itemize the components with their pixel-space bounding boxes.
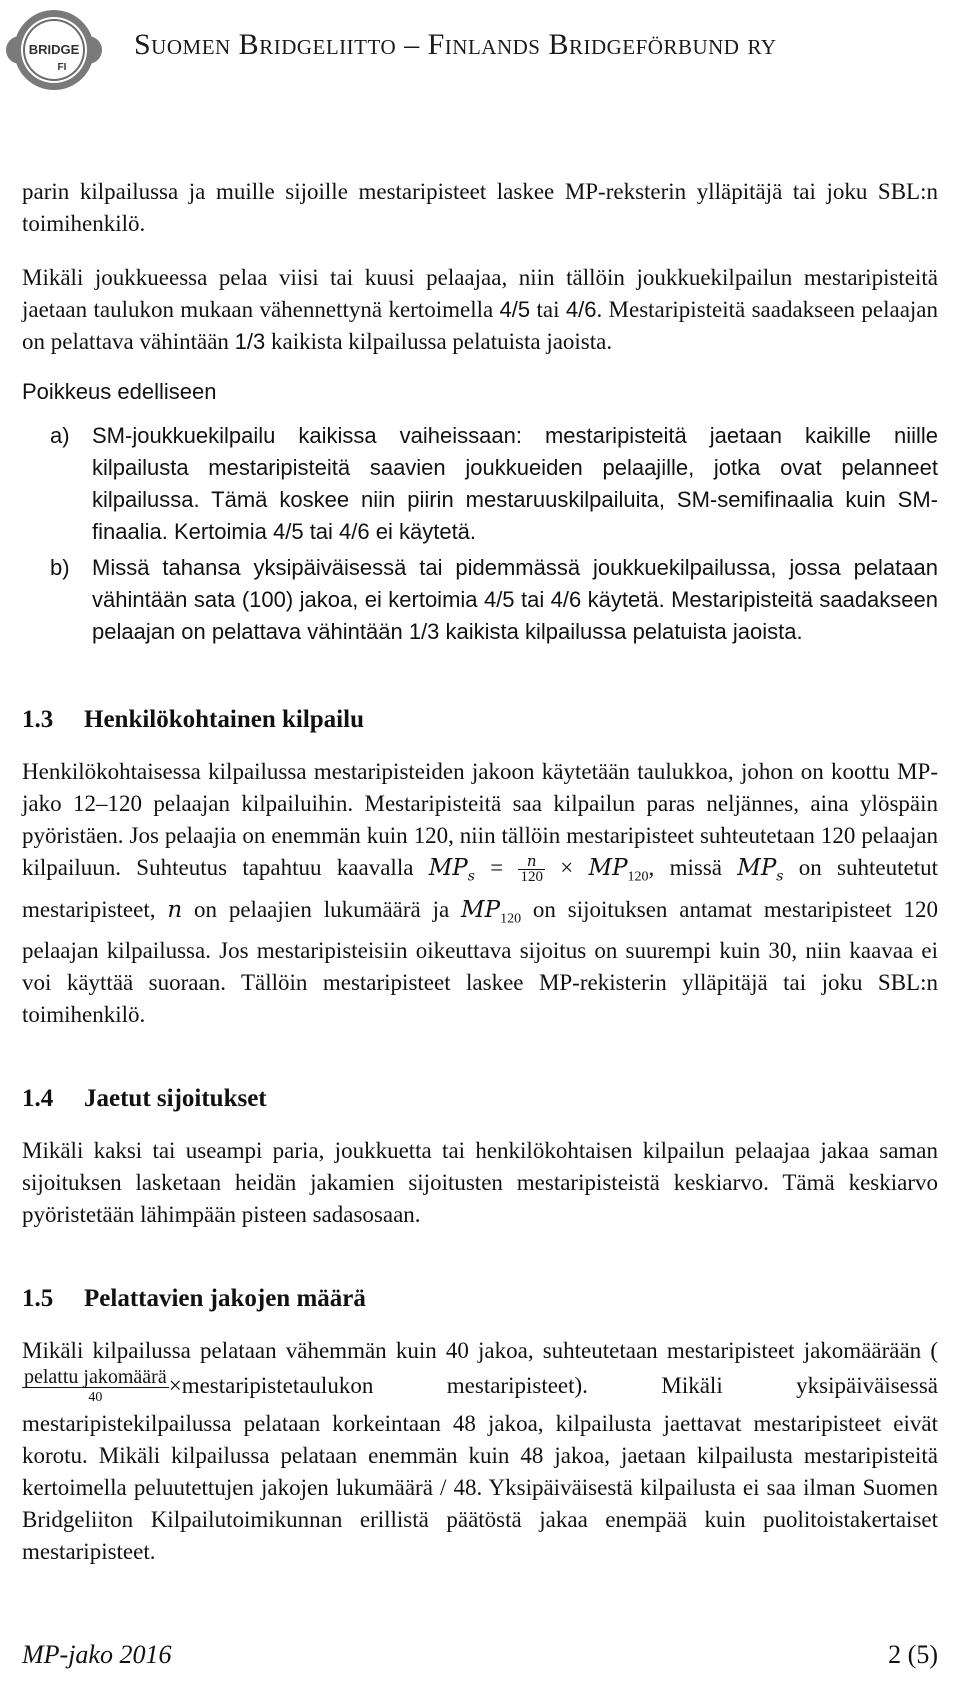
bridge-fi-logo <box>4 4 104 96</box>
section-heading: 1.3 Henkilökohtainen kilpailu <box>22 706 364 733</box>
document-body <box>22 176 938 1568</box>
fraction: $\frac{\text{pelattu jakomäärä}}{40}$ <box>24 1366 167 1406</box>
page-title: Suomen Bridgeliitto – Finlands Bridgeförbund ry <box>134 28 777 61</box>
paragraph: Mikäli kilpailussa pelataan vähemmän kuin 40 jakoa, suhteutetaan mestaripisteet jakomäärään ( $\frac{\text{pelattu jakomäärä}}{40}$ ×mestaripistetaulukon mestaripisteet). Mikäli yksipäiväisessä mestaripistekilpailussa pelataan korkeintaan 48 jakoa, kilpailusta jaettavat mestaripisteet eivät korotu. Mikäli kilpailussa pelataan enemmän kuin 48 jakoa, jaetaan kilpailusta mestaripisteitä kertoimella peluutettujen jakojen lukumäärä / 48. Yksipäiväisestä kilpailusta ei saa ilman Suomen Bridgeliiton Kilpailutoimikunnan erillistä päätöstä jakaa enempää kuin puolitoistakertaiset mestaripisteet. <box>22 1338 938 1565</box>
document-name: MP-jako 2016 <box>22 1640 172 1669</box>
paragraph: Mikäli joukkueessa pelaa viisi tai kuusi pelaajaa, niin tällöin joukkuekilpailun mestaripisteitä jaetaan taulukon mukaan vähennettynä kertoimella 4/5 tai 4/6. Mestaripisteitä saadakseen pelaajan on pelattava vähintään 1/3 kaikista kilpailussa pelatuista jaoista. <box>22 265 938 354</box>
paragraph: parin kilpailussa ja muille sijoille mestaripisteet laskee MP-reksterin ylläpitäjä tai joku SBL:n toimihenkilö. <box>22 179 938 236</box>
svg-text:BRIDGE: BRIDGE <box>28 42 80 57</box>
page-header <box>0 0 960 100</box>
page-number: 2 (5) <box>888 1640 938 1669</box>
paragraph: Mikäli kaksi tai useampi paria, joukkuetta tai henkilökohtaisen kilpailun pelaajaa jakaa saman sijoituksen lasketaan heidän jakamien sijoitusten mestaripisteistä keskiarvo. Tämä keskiarvo pyöristetään lähimpään pisteen sadasosaan. <box>22 1138 938 1228</box>
exception-heading: Poikkeus edelliseen <box>22 379 217 404</box>
section-heading: 1.4 Jaetut sijoitukset <box>22 1085 267 1113</box>
list-item: a) SM-joukkuekilpailu kaikissa vaiheissaan: mestaripisteitä jaetaan kaikille niille kilpailusta mestaripisteitä saavien joukkueiden pelaajille, jotka ovat pelanneet kilpailussa. Tämä koskee niin piirin mestaruuskilpailuita, SM-semifinaalia kuin SM-finaalia. Kertoimia 4/5 tai 4/6 ei käytetä. <box>50 423 938 544</box>
paragraph: Henkilökohtaisessa kilpailussa mestaripisteiden jakoon käytetään taulukkoa, johon on koottu MP-jako 12–120 pelaajan kilpailuihin. Mestaripisteitä saa kilpailun paras neljännes, aina ylöspäin pyöristäen. Jos pelaajia on enemmän kuin 120, niin tällöin mestaripisteet suhteutetaan 120 pelaajan kilpailuun. Suhteutus tapahtuu kaavalla $MP_s$ = $\frac{n}{120}$ × $MP_{120}$, missä $MP_s$ on suhteutetut mestaripisteet, n on pelaajien lukumäärä ja $MP_{120}$ on sijoituksen antamat mestaripisteet 120 pelaajan kilpailussa. Jos mestaripisteisiin oikeuttava sijoitus on suurempi kuin 30, niin kaavaa ei voi käyttää suoraan. Tällöin mestaripisteet laskee MP-rekisterin ylläpitäjä tai joku SBL:n toimihenkilö. <box>22 759 938 1028</box>
svg-text:FI: FI <box>57 62 67 73</box>
fraction: $\frac{n}{120}$ <box>520 852 543 886</box>
exception-list <box>22 420 938 648</box>
section-heading: 1.5 Pelattavien jakojen määrä <box>22 1285 366 1313</box>
list-item: b) Missä tahansa yksipäiväisessä tai pidemmässä joukkuekilpailussa, jossa pelataan vähintään sata (100) jakoa, ei kertoimia 4/5 tai 4/6 käytetä. Mestaripisteitä saadakseen pelaajan on pelattava vähintään 1/3 kaikista kilpailussa pelatuista jaoista. <box>50 555 938 644</box>
page-footer <box>22 1640 938 1680</box>
